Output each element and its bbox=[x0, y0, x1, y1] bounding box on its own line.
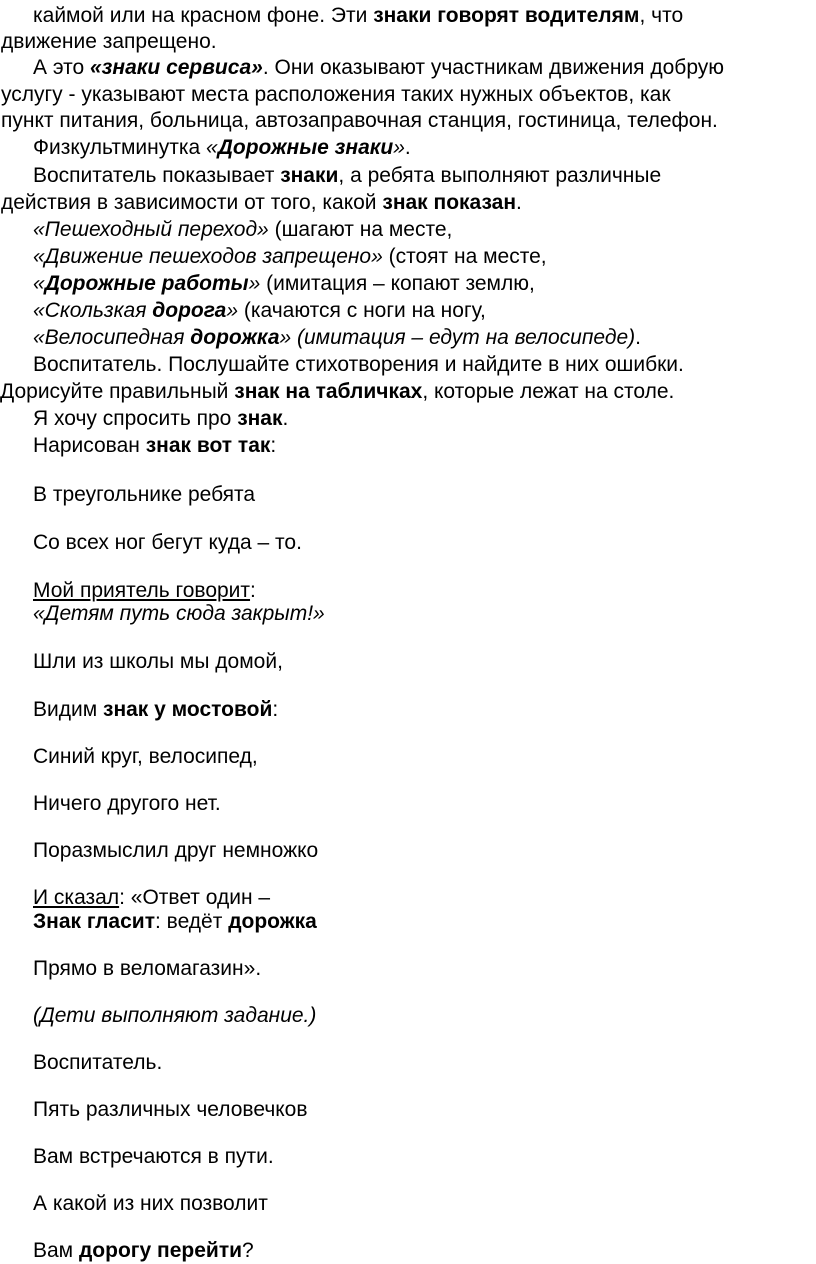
text-line: Ничего другого нет. bbox=[33, 792, 221, 815]
text-line: «Пешеходный переход» (шагают на месте, bbox=[33, 218, 453, 241]
text-line: Воспитатель. bbox=[33, 1051, 163, 1074]
text-line: Мой приятель говорит: bbox=[33, 579, 256, 602]
text-line: Физкультминутка «Дорожные знаки». bbox=[33, 136, 411, 159]
text-line: Прямо в веломагазин». bbox=[33, 957, 262, 980]
text-line: А какой из них позволит bbox=[33, 1192, 268, 1215]
text-line: Пять различных человечков bbox=[33, 1098, 308, 1121]
text-line: Вам встречаются в пути. bbox=[33, 1145, 274, 1168]
text-line: А это «знаки сервиса». Они оказывают участникам движения добрую bbox=[33, 56, 725, 79]
text-line: Вам дорогу перейти? bbox=[33, 1239, 254, 1262]
text-line: Знак гласит: ведёт дорожка bbox=[33, 910, 317, 933]
text-line: каймой или на красном фоне. Эти знаки говорят водителям, что bbox=[33, 4, 684, 27]
text-line: «Детям путь сюда закрыт!» bbox=[33, 602, 325, 625]
text-line: Со всех ног бегут куда – то. bbox=[33, 531, 302, 554]
text-line: «Скользкая дорога» (качаются с ноги на ногу, bbox=[33, 299, 486, 322]
text-line: движение запрещено. bbox=[1, 30, 217, 53]
text-line: пункт питания, больница, автозаправочная станция, гостиница, телефон. bbox=[1, 109, 718, 132]
text-line: «Велосипедная дорожка» (имитация – едут на велосипеде). bbox=[33, 326, 641, 349]
text-line: Синий круг, велосипед, bbox=[33, 745, 258, 768]
text-line: Воспитатель показывает знаки, а ребята выполняют различные bbox=[33, 164, 662, 187]
text-line: Видим знак у мостовой: bbox=[33, 698, 279, 721]
text-line: И сказал: «Ответ один – bbox=[33, 886, 271, 909]
text-line: Дорисуйте правильный знак на табличках, которые лежат на столе. bbox=[0, 380, 675, 403]
text-line: Шли из школы мы домой, bbox=[33, 650, 283, 673]
text-line: «Дорожные работы» (имитация – копают землю, bbox=[33, 272, 535, 295]
text-line: действия в зависимости от того, какой знак показан. bbox=[1, 191, 522, 214]
text-line: Воспитатель. Послушайте стихотворения и найдите в них ошибки. bbox=[33, 353, 684, 376]
text-line: Я хочу спросить про знак. bbox=[33, 407, 289, 430]
text-line: «Движение пешеходов запрещено» (стоят на месте, bbox=[33, 245, 547, 268]
text-line: услугу - указывают места расположения таких нужных объектов, как bbox=[1, 83, 671, 106]
text-line: (Дети выполняют задание.) bbox=[33, 1004, 317, 1027]
text-line: Нарисован знак вот так: bbox=[33, 434, 277, 457]
text-line: Поразмыслил друг немножко bbox=[33, 839, 319, 862]
text-line: В треугольнике ребята bbox=[33, 483, 256, 506]
